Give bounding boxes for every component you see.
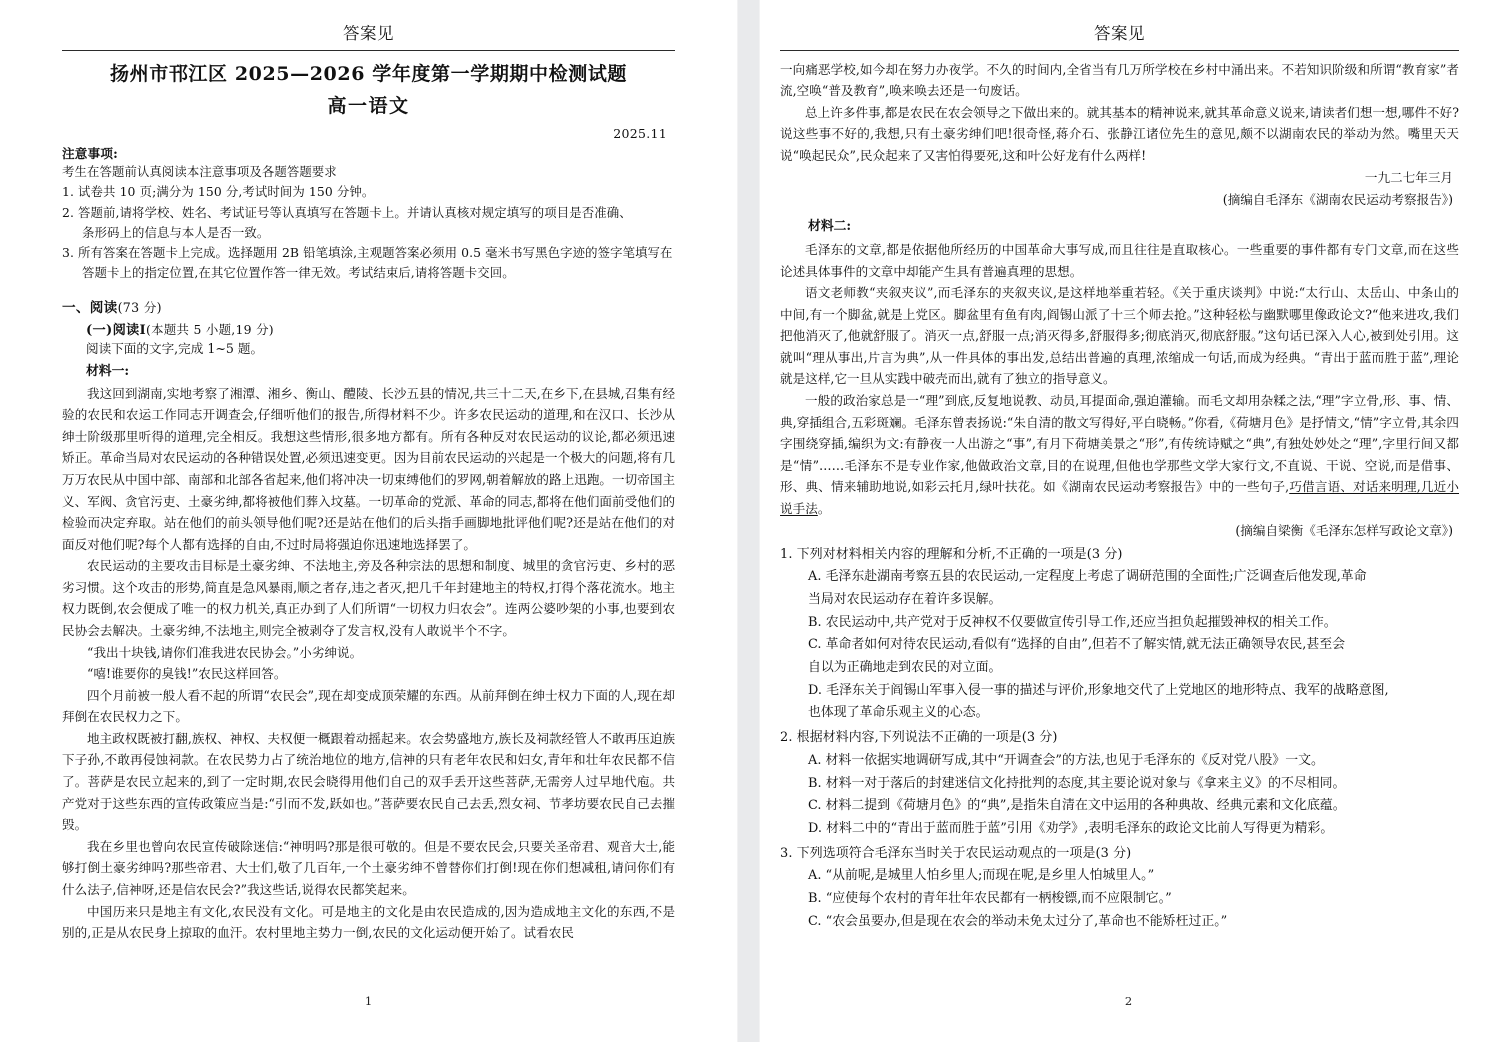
material-one-paragraph-3: 四个月前被一般人看不起的所谓“农民会”,现在却变成顶荣耀的东西。从前拜倒在绅士权力下面的人,现在却拜倒在农民权力之下。 (62, 687, 676, 725)
question-3-option-c[interactable]: C. “农会虽要办,但是现在农会的举动未免太过分了,革命也不能矫枉过正。” (808, 913, 1228, 929)
notice-heading: 注意事项: (62, 146, 119, 162)
question-1-option-a-cont[interactable]: 当局对农民运动存在着许多误解。 (808, 591, 1002, 607)
material-two-source: (摘编自梁衡《毛泽东怎样写政论文章》) (1235, 522, 1453, 538)
material-two-label: 材料二: (808, 218, 852, 234)
material-one-quote-1: “我出十块钱,请你们准我进农民协会。”小劣绅说。 (87, 644, 363, 660)
question-3-stem: 3. 下列选项符合毛泽东当时关于农民运动观点的一项是(3 分) (780, 845, 1132, 861)
page-left (0, 0, 737, 1042)
material-two-paragraph-3-text: 一般的政治家总是一“理”到底,反复地说教、动员,耳提面命,强迫灌输。而毛文却用杂糅之法,“理”字立骨,形、事、情、典,穿插组合,五彩斑斓。毛泽东曾表扬说:“朱自清的散文写得好,平白晓畅。”你看,《荷塘月色》是抒情文,“情”字立骨,其余四字围绕穿插,编织为文:有静夜一人出游之“事”,有月下荷塘美景之“形”,有传统诗赋之“典”,有独处妙处之“理”,字里行间又都是“情”……毛泽东不是专业作家,他做政治文章,目的在说理,但他也学那些文学大家行文,不直说、干说、空说,而是借事、形、典、情来辅助地说,如彩云托月,绿叶扶花。如《湖南农民运动考察报告》中的一些句子, (780, 393, 1459, 495)
material-two-underlined-phrase: 巧借言语、对话来明理,几近小说手法 (780, 479, 1460, 516)
subject-title: 高一语文 (327, 95, 410, 118)
section-heading-reading (62, 296, 675, 316)
question-2-option-a[interactable]: A. 材料一依据实地调研写成,其中“开调查会”的方法,也见于毛泽东的《反对党八股》一文。 (808, 752, 1324, 768)
notice-line-1: 1. 试卷共 10 页;满分为 150 分,考试时间为 150 分钟。 (62, 184, 375, 200)
running-head-right: 答案见 (1094, 24, 1146, 43)
material-one-paragraph-4: 地主政权既被打翻,族权、神权、夫权便一概跟着动摇起来。农会势盛地方,族长及祠款经管人不敢再压迫族下子孙,不敢再侵蚀祠款。在农民势力占了统治地位的地方,信神的只有老年农民和妇女,青年和壮年农民都不信了。菩萨是农民立起来的,到了一定时期,农民会晓得用他们自己的双手丢开这些菩萨,无需旁人过早地代庖。共产党对于这些东西的宣传政策应当是:“引而不发,跃如也。”菩萨要农民自己去丢,烈女祠、节孝坊要农民自己去摧毁。 (62, 730, 676, 833)
material-one-source: (摘编自毛泽东《湖南农民运动考察报告》) (1222, 191, 1453, 207)
material-one-paragraph-1: 我这回到湖南,实地考察了湘潭、湘乡、衡山、醴陵、长沙五县的情况,共三十二天,在乡下,在县城,召集有经验的农民和农运工作同志开调查会,仔细听他们的报告,所得材料不少。许多农民运动的道理,和在汉口、长沙从绅士阶级那里听得的道理,完全相反。我想这些情形,很多地方都有。所有各种反对农民运动的议论,都必须迅速矫正。革命当局对农民运动的各种错误处置,必须迅速变更。因为目前农民运动的兴起是一个极大的问题,将有几万万农民从中国中部、南部和北部各省起来,他们将冲决一切束缚他们的罗网,朝着解放的路上迅跑。一切帝国主义、军阀、贪官污吏、土豪劣绅,都将被他们葬入坟墓。一切革命的党派、革命的同志,都将在他们面前受他们的检验而决定弃取。站在他们的前头领导他们呢?还是站在他们的后头指手画脚地批评他们呢?还是站在他们的对面反对他们呢?每个人都有选择的自由,不过时局将强迫你迅速地选择罢了。 (62, 385, 676, 552)
material-two-paragraph-2: 语文老师教“夹叙夹议”,而毛泽东的夹叙夹议,是这样地举重若轻。《关于重庆谈判》中说:“太行山、太岳山、中条山的中间,有一个脚盆,就是上党区。脚盆里有鱼有肉,阎锡山派了十三个师去抢。”这种轻松与幽默哪里像政论文?“他来进攻,我们把他消灭了,他就舒服了。消灭一点,舒服一点;消灭得多,舒服得多;彻底消灭,彻底舒服。”这句话已深入人心,被到处引用。这就叫“理从事出,片言为典”,从一件具体的事出发,总结出普遍的真理,浓缩成一句话,而成为经典。“青出于蓝而胜于蓝”,理论就是这样,它一旦从实践中破壳而出,就有了独立的指导意义。 (780, 285, 1459, 387)
material-one-quote-2: “嘻!谁要你的臭钱!”农民这样回答。 (87, 666, 287, 682)
notice-line-0: 考生在答题前认真阅读本注意事项及各题答题要求 (62, 164, 337, 180)
question-2-stem: 2. 根据材料内容,下列说法不正确的一项是(3 分) (780, 730, 1058, 746)
question-1-option-d[interactable]: D. 毛泽东关于阎锡山军事入侵一事的描述与评价,形象地交代了上党地区的地形特点、我军的战略意图, (808, 682, 1389, 698)
material-one-paragraph-2: 农民运动的主要攻击目标是土豪劣绅、不法地主,旁及各种宗法的思想和制度、城里的贪官污吏、乡村的恶劣习惯。这个攻击的形势,简直是急风暴雨,顺之者存,违之者灭,把几千年封建地主的特权,打得个落花流水。地主权力既倒,农会便成了唯一的权力机关,真正办到了人们所谓“一切权力归农会”。连两公婆吵架的小事,也要到农民协会去解决。土豪劣绅,不法地主,则完全被剥夺了发言权,没有人敢说半个不字。 (62, 558, 676, 638)
page-right (760, 0, 1497, 1042)
material-one-continued-paragraph: 一向痛恶学校,如今却在努力办夜学。不久的时间内,全省当有几万所学校在乡村中涌出来。不若知识阶级和所谓“教育家”者流,空唤“普及教育”,唤来唤去还是一句废话。 (780, 61, 1459, 99)
question-1-option-a[interactable]: A. 毛泽东赴湖南考察五县的农民运动,一定程度上考虑了调研范围的全面性;广泛调查后他发现,革命 (808, 569, 1367, 585)
notice-line-2: 2. 答题前,请将学校、姓名、考试证号等认真填写在答题卡上。并请认真核对规定填写的项目是否准确、 (62, 204, 632, 220)
section-heading-label: 一、阅读 (62, 299, 118, 316)
question-3-option-a[interactable]: A. “从前呢,是城里人怕乡里人;而现在呢,是乡里人怕城里人。” (808, 868, 1155, 884)
subsection-heading-meta: (本题共 5 小题,19 分) (146, 321, 274, 337)
material-one-date: 一九二七年三月 (1364, 169, 1453, 185)
question-1-option-c[interactable]: C. 革命者如何对待农民运动,看似有“选择的自由”,但若不了解实情,就无法正确领导农民,甚至会 (808, 637, 1346, 653)
material-two-paragraph-3 (780, 390, 1459, 519)
page-title: 扬州市邗江区 2025—2026 学年度第一学期期中检测试题 (110, 62, 628, 85)
notice-line-4: 3. 所有答案在答题卡上完成。选择题用 2B 铅笔填涂,主观题答案必须用 0.5 毫米书写黑色字迹的签字笔填写在 (62, 244, 673, 260)
header-rule-right (780, 50, 1459, 51)
question-2-option-c[interactable]: C. 材料二提到《荷塘月色》的“典”,是指朱自清在文中运用的各种典故、经典元素和文化底蕴。 (808, 798, 1346, 814)
question-2-option-d[interactable]: D. 材料二中的“青出于蓝而胜于蓝”引用《劝学》,表明毛泽东的政论文比前人写得更为精彩。 (808, 821, 1334, 836)
material-two-paragraph-1: 毛泽东的文章,都是依据他所经历的中国革命大事写成,而且往往是直取核心。一些重要的事件都有专门文章,而在这些论述具体事件的文章中却能产生具有普遍真理的思想。 (780, 242, 1459, 279)
page-gutter-divider (737, 0, 760, 1042)
section-heading-score: (73 分) (117, 299, 162, 315)
notice-line-3: 条形码上的信息与本人是否一致。 (82, 224, 270, 240)
header-rule-left (62, 50, 675, 51)
exam-date: 2025.11 (613, 126, 668, 142)
question-3-option-b[interactable]: B. “应使每个农村的青年壮年农民都有一柄梭镖,而不应限制它。” (808, 891, 1172, 907)
question-2-option-b[interactable]: B. 材料一对于落后的封建迷信文化持批判的态度,其主要论说对象与《拿来主义》的不尽相同。 (808, 775, 1346, 791)
question-1-option-b[interactable]: B. 农民运动中,共产党对于反神权不仅要做宣传引导工作,还应当担负起摧毁神权的相关工作。 (808, 614, 1337, 630)
subsection-heading-label: (一)阅读Ⅰ (86, 322, 147, 338)
page-number-left: 1 (364, 994, 373, 1008)
running-head-left: 答案见 (343, 24, 395, 43)
notice-line-5: 答题卡上的指定位置,在其它位置作答一律无效。考试结束后,请将答题卡交回。 (82, 264, 515, 280)
material-two-paragraph-3-tail: 。 (817, 500, 831, 516)
material-one-label: 材料一: (86, 363, 130, 379)
question-1-stem: 1. 下列对材料相关内容的理解和分析,不正确的一项是(3 分) (780, 546, 1123, 562)
material-one-final-paragraph: 总上许多件事,都是农民在农会领导之下做出来的。就其基本的精神说来,就其革命意义说来,请读者们想一想,哪件不好?说这些事不好的,我想,只有土豪劣绅们吧!很奇怪,蒋介石、张静江诸位先生的意见,颇不以湖南农民的举动为然。嘴里天天说“唤起民众”,民众起来了又害怕得要死,这和叶公好龙有什么两样! (780, 104, 1459, 164)
page-number-right: 2 (1124, 994, 1133, 1008)
subsection-heading-reading-1 (62, 319, 675, 338)
reading-instruction: 阅读下面的文字,完成 1~5 题。 (86, 340, 264, 356)
material-one-paragraph-5: 我在乡里也曾向农民宣传破除迷信:“神明吗?那是很可敬的。但是不要农民会,只要关圣帝君、观音大士,能够打倒土豪劣绅吗?那些帝君、大士们,敬了几百年,一个土豪劣绅不曾替你们打倒!现在你们想减租,请问你们有什么法子,信神呀,还是信农民会?”我这些话,说得农民都笑起来。 (62, 838, 676, 897)
question-1-option-d-cont[interactable]: 也体现了革命乐观主义的心态。 (808, 705, 989, 721)
question-1-option-c-cont[interactable]: 自以为正确地走到农民的对立面。 (808, 660, 1002, 676)
material-one-paragraph-6: 中国历来只是地主有文化,农民没有文化。可是地主的文化是由农民造成的,因为造成地主文化的东西,不是别的,正是从农民身上掠取的血汗。农村里地主势力一倒,农民的文化运动便开始了。试看农民 (62, 903, 676, 941)
